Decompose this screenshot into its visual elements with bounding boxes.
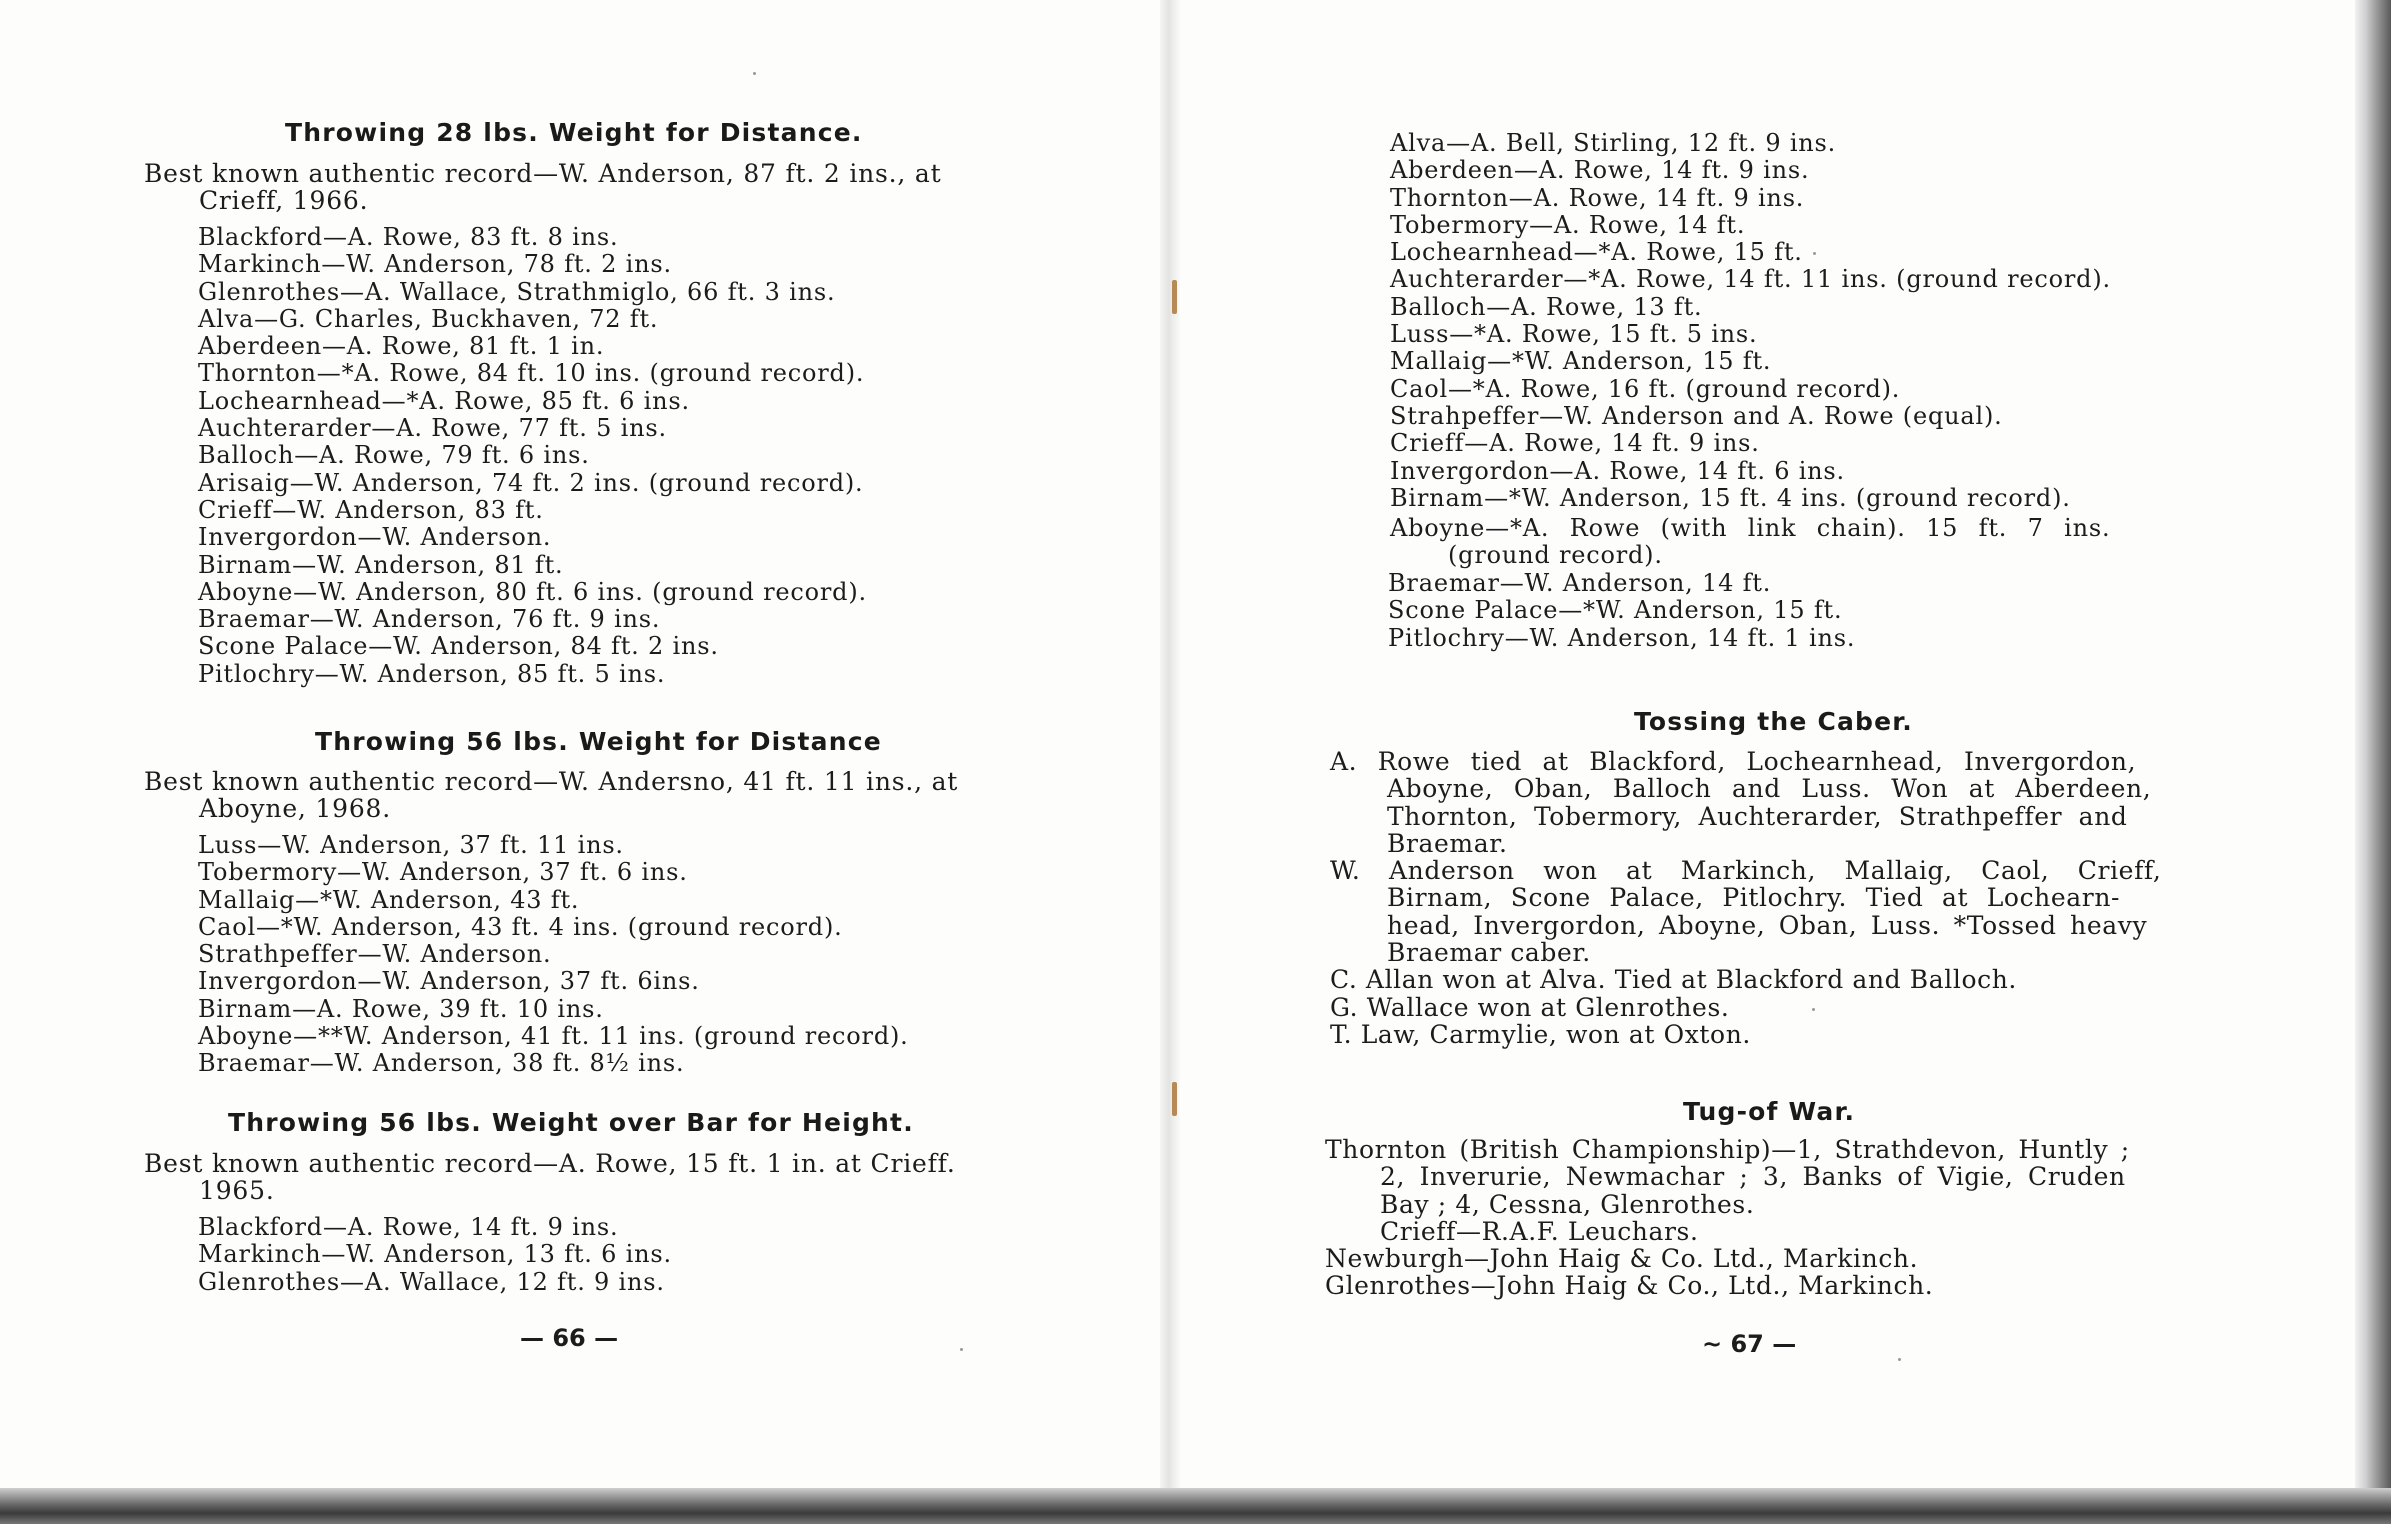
list-item: Aboyne—**W. Anderson, 41 ft. 11 ins. (ground record). — [198, 1022, 909, 1051]
book-cover-edge — [0, 1488, 2391, 1524]
list-item: Birnam—*W. Anderson, 15 ft. 4 ins. (ground record). — [1390, 483, 2071, 512]
caber-line: T. Law, Carmylie, won at Oxton. — [1330, 1019, 1751, 1049]
record-56lbs-height — [144, 1150, 1014, 1204]
book-gutter — [1160, 0, 1180, 1524]
list-item: Aberdeen—A. Rowe, 81 ft. 1 in. — [198, 332, 605, 361]
caber-line: Birnam, Scone Palace, Pitlochry. Tied at Lochearn- — [1387, 883, 2121, 913]
list-item: Aboyne—*A. Rowe (with link chain). 15 ft. 7 ins. — [1390, 514, 2111, 542]
caber-line: Braemar. — [1387, 828, 1508, 858]
list-item — [1330, 1021, 2375, 1048]
list-item — [1330, 966, 2375, 993]
page-stack-edge — [2355, 0, 2391, 1500]
list-item: Caol—*W. Anderson, 43 ft. 4 ins. (ground record). — [198, 912, 843, 941]
paper-speck — [1812, 1008, 1815, 1011]
list-item: (ground record). — [1448, 541, 1663, 569]
results-list-56lbs-distance — [198, 832, 909, 1078]
list-item: Glenrothes—A. Wallace, 12 ft. 9 ins. — [198, 1267, 665, 1296]
list-item: Markinch—W. Anderson, 13 ft. 6 ins. — [198, 1240, 672, 1269]
tug-line: Bay ; 4, Cessna, Glenrothes. — [1380, 1189, 1755, 1219]
tug-of-war-results — [1325, 1136, 2375, 1300]
list-item: Thornton—A. Rowe, 14 ft. 9 ins. — [1390, 183, 1805, 212]
tug-line: 2, Inverurie, Newmachar ; 3, Banks of Vigie, Cruden — [1380, 1162, 2126, 1192]
list-item: Auchterarder—*A. Rowe, 14 ft. 11 ins. (ground record). — [1390, 265, 2111, 294]
list-item: Strathpeffer—W. Anderson. — [198, 940, 552, 969]
caber-line: Thornton, Tobermory, Auchterarder, Strathpeffer and — [1387, 801, 2128, 831]
page-number: — 66 — — [520, 1324, 619, 1352]
record-line: Best known authentic record—A. Rowe, 15 ft. 1 in. at Crieff. — [144, 1149, 956, 1178]
record-56lbs-distance — [144, 768, 1014, 822]
list-item: Braemar—W. Anderson, 14 ft. — [1388, 569, 1772, 597]
list-item — [1325, 1245, 2375, 1272]
tug-line: Glenrothes—John Haig & Co., Ltd., Markinch. — [1325, 1271, 1934, 1301]
list-item: Pitlochry—W. Anderson, 85 ft. 5 ins. — [198, 659, 666, 688]
list-item: Scone Palace—*W. Anderson, 15 ft. — [1388, 596, 1843, 625]
section-heading-caber: Tossing the Caber. — [1634, 707, 1913, 736]
list-item: Braemar—W. Anderson, 76 ft. 9 ins. — [198, 605, 661, 634]
list-item: Strahpeffer—W. Anderson and A. Rowe (equal). — [1390, 401, 2003, 430]
results-list-56lbs-height — [198, 1214, 672, 1296]
record-line: Best known authentic record—W. Anderson, 87 ft. 2 ins., at — [144, 159, 942, 188]
list-item: Invergordon—W. Anderson, 37 ft. 6ins. — [198, 967, 700, 996]
list-item: Mallaig—*W. Anderson, 43 ft. — [198, 885, 580, 914]
list-item: Caol—*A. Rowe, 16 ft. (ground record). — [1390, 374, 1901, 403]
list-item — [1330, 857, 2375, 966]
list-item: Birnam—A. Rowe, 39 ft. 10 ins. — [198, 994, 604, 1023]
list-item: Aberdeen—A. Rowe, 14 ft. 9 ins. — [1390, 156, 1810, 185]
results-list-height-continued-2 — [1388, 570, 1855, 652]
list-item: Crieff—A. Rowe, 14 ft. 9 ins. — [1390, 429, 1760, 458]
list-item: Alva—G. Charles, Buckhaven, 72 ft. — [198, 304, 659, 333]
list-item: Arisaig—W. Anderson, 74 ft. 2 ins. (ground record). — [198, 468, 864, 497]
list-item: Lochearnhead—*A. Rowe, 85 ft. 6 ins. — [198, 386, 690, 415]
list-item: Thornton—*A. Rowe, 84 ft. 10 ins. (ground record). — [198, 359, 865, 388]
caber-line: W. Anderson won at Markinch, Mallaig, Caol, Crieff, — [1330, 856, 2162, 886]
caber-line: G. Wallace won at Glenrothes. — [1330, 992, 1730, 1022]
page-number: ~ 67 — — [1702, 1330, 1797, 1358]
list-item: Balloch—A. Rowe, 79 ft. 6 ins. — [198, 441, 590, 470]
record-line: Best known authentic record—W. Andersno, 41 ft. 11 ins., at — [144, 767, 959, 796]
caber-results — [1330, 748, 2375, 1048]
page-67 — [1180, 0, 2355, 1488]
caber-line: C. Allan won at Alva. Tied at Blackford and Balloch. — [1330, 965, 2017, 995]
list-item: Markinch—W. Anderson, 78 ft. 2 ins. — [198, 250, 672, 279]
page-66 — [0, 0, 1160, 1488]
record-28lbs — [144, 160, 1014, 214]
aboyne-entry — [1390, 515, 2375, 569]
section-heading-28lbs: Throwing 28 lbs. Weight for Distance. — [285, 118, 863, 147]
section-heading-56lbs-height: Throwing 56 lbs. Weight over Bar for Height. — [228, 1108, 914, 1137]
section-heading-56lbs-distance: Throwing 56 lbs. Weight for Distance — [315, 727, 882, 756]
binding-staple — [1172, 1082, 1177, 1116]
list-item: Scone Palace—W. Anderson, 84 ft. 2 ins. — [198, 632, 719, 661]
list-item: Birnam—W. Anderson, 81 ft. — [198, 550, 564, 579]
list-item: Tobermory—A. Rowe, 14 ft. — [1390, 210, 1746, 239]
results-list-28lbs — [198, 224, 867, 688]
tug-line: Thornton (British Championship)—1, Strathdevon, Huntly ; — [1325, 1135, 2130, 1164]
caber-line: Braemar caber. — [1387, 938, 1591, 968]
paper-speck — [960, 1348, 963, 1351]
caber-line: head, Invergordon, Aboyne, Oban, Luss. *Tossed heavy — [1387, 910, 2148, 940]
list-item: Invergordon—A. Rowe, 14 ft. 6 ins. — [1390, 456, 1845, 485]
list-item: Invergordon—W. Anderson. — [198, 523, 552, 552]
list-item — [1330, 994, 2375, 1021]
record-line: Aboyne, 1968. — [199, 794, 391, 823]
caber-line: Aboyne, Oban, Balloch and Luss. Won at Aberdeen, — [1387, 774, 2152, 804]
record-line: Crieff, 1966. — [199, 186, 369, 215]
list-item: Alva—A. Bell, Stirling, 12 ft. 9 ins. — [1390, 129, 1837, 157]
caber-line: A. Rowe tied at Blackford, Lochearnhead, Invergordon, — [1330, 747, 2137, 776]
list-item: Mallaig—*W. Anderson, 15 ft. — [1390, 347, 1772, 376]
record-line: 1965. — [199, 1176, 275, 1205]
list-item: Braemar—W. Anderson, 38 ft. 8½ ins. — [198, 1049, 685, 1078]
section-heading-tug-of-war: Tug-of War. — [1683, 1097, 1856, 1126]
list-item: Glenrothes—A. Wallace, Strathmiglo, 66 ft. 3 ins. — [198, 277, 836, 306]
tug-line: Crieff—R.A.F. Leuchars. — [1380, 1216, 1699, 1246]
list-item: Auchterarder—A. Rowe, 77 ft. 5 ins. — [198, 414, 667, 443]
list-item: Balloch—A. Rowe, 13 ft. — [1390, 292, 1703, 321]
paper-speck — [1898, 1358, 1901, 1361]
binding-staple — [1172, 280, 1177, 314]
list-item: Pitlochry—W. Anderson, 14 ft. 1 ins. — [1388, 623, 1856, 652]
tug-line: Newburgh—John Haig & Co. Ltd., Markinch. — [1325, 1244, 1919, 1274]
list-item: Blackford—A. Rowe, 14 ft. 9 ins. — [198, 1213, 619, 1241]
list-item: Blackford—A. Rowe, 83 ft. 8 ins. — [198, 223, 619, 251]
list-item: Luss—W. Anderson, 37 ft. 11 ins. — [198, 831, 624, 859]
list-item: Aboyne—W. Anderson, 80 ft. 6 ins. (ground record). — [198, 577, 867, 606]
list-item — [1325, 1136, 2375, 1245]
list-item — [1325, 1272, 2375, 1299]
list-item: Lochearnhead—*A. Rowe, 15 ft. — [1390, 238, 1803, 267]
paper-speck — [753, 72, 756, 75]
results-list-height-continued — [1390, 130, 2111, 512]
list-item: Crieff—W. Anderson, 83 ft. — [198, 495, 544, 524]
paper-speck — [1813, 252, 1816, 255]
list-item: Luss—*A. Rowe, 15 ft. 5 ins. — [1390, 320, 1758, 349]
list-item: Tobermory—W. Anderson, 37 ft. 6 ins. — [198, 858, 688, 887]
list-item — [1330, 748, 2375, 857]
